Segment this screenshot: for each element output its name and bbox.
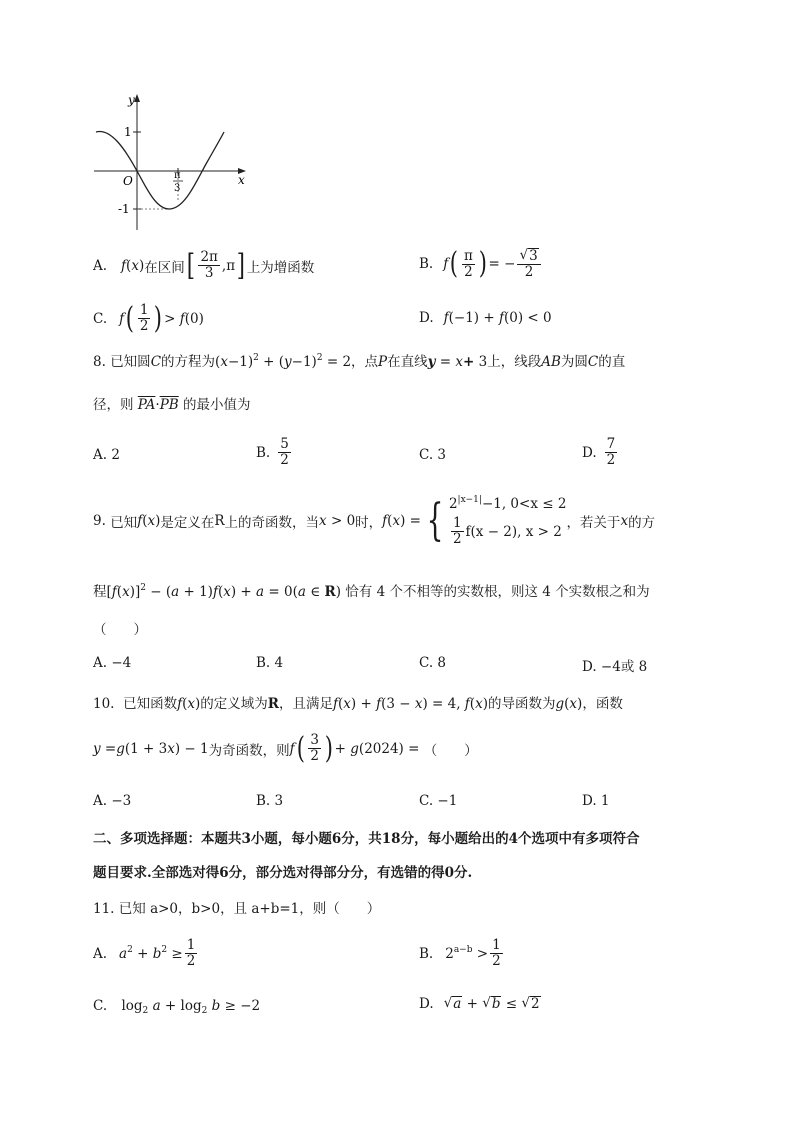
q9-option-c[interactable]: C. 8 bbox=[419, 655, 447, 671]
q7-option-a[interactable]: A. f ( x ) 在区间 [ $\frac{2\pi}{3}$ , π ] 上为增函数 bbox=[93, 247, 315, 283]
option-label: B. bbox=[419, 256, 434, 272]
q9-option-d[interactable]: D. −4或 8 bbox=[582, 659, 648, 675]
q11-stem: 11. 已知 a>0，b>0，且 a+b=1，则（ ） bbox=[93, 901, 381, 917]
q8-option-b[interactable]: B. $\frac{5}{2}$ bbox=[256, 436, 289, 468]
q8-stem-line1: 8. 已知圆C的方程为$(x-1)^2 + (y-1)^2 = 2$，点P在直线y = x+ 3上，线段AB为圆C的直 bbox=[93, 353, 626, 370]
option-label: D. bbox=[419, 310, 434, 326]
q8-option-d[interactable]: D. $\frac{7}{2}$ bbox=[582, 436, 616, 468]
q8-stem-line2: 径，则 $\overline{PA}\cdot\overline{PB}$ 的最小值为 bbox=[93, 397, 251, 413]
q10-stem-line2: y = g (1 + 3 x ) − 1 为奇函数，则 f ( $\frac{3}{2}$ ) + g (2024) = （ ） bbox=[93, 730, 478, 766]
q9-option-b[interactable]: B. 4 bbox=[256, 655, 284, 671]
y-axis-label: y bbox=[128, 93, 135, 107]
q9-stem-line1: 9. 已知 f ( x ) 是定义在 R 上的奇函数，当 x > 0 时， f ( x ) = { $2^{|x-1|}-1$, 0<x ≤ 2 $\frac{1}{2}$ f(x − 2), x > 2 ，若关于 x 的方 bbox=[93, 495, 656, 547]
q10-option-a[interactable]: A. −3 bbox=[93, 793, 132, 809]
q10-option-b[interactable]: B. 3 bbox=[256, 793, 284, 809]
q10-stem-line1: 10. 已知函数f(x)的定义域为R，且满足f(x) + f(3 − x) = 4, f(x)的导函数为g(x)，函数 bbox=[93, 696, 623, 712]
q8-option-a[interactable]: A. 2 bbox=[93, 447, 120, 463]
option-label: A. bbox=[93, 257, 108, 274]
q10-option-d[interactable]: D. 1 bbox=[582, 793, 610, 809]
option-label: C. bbox=[93, 310, 108, 327]
section2-header-line2: 题目要求.全部选对得6分，部分选对得部分分，有选错的得0分. bbox=[93, 865, 473, 881]
q7-option-d[interactable]: D. f (−1) + f (0) < 0 bbox=[419, 310, 552, 326]
q11-option-b[interactable]: B. $2^{a-b}$ > $\frac{1}{2}$ bbox=[419, 937, 501, 969]
tick-label-neg-one: -1 bbox=[118, 202, 130, 216]
q11-option-c[interactable]: C. $\log_2 a + \log_2 b \ge -2$ bbox=[93, 998, 261, 1016]
q10-option-c[interactable]: C. −1 bbox=[419, 793, 458, 809]
x-axis-label: x bbox=[238, 173, 245, 187]
y-axis-arrow-icon bbox=[134, 94, 140, 102]
q9-answer-paren: （ ） bbox=[93, 622, 147, 638]
q9-option-a[interactable]: A. −4 bbox=[93, 655, 132, 671]
sine-graph bbox=[88, 92, 254, 234]
q8-option-c[interactable]: C. 3 bbox=[419, 447, 447, 463]
q11-option-a[interactable]: A. $a^2 + b^2$ ≥ $\frac{1}{2}$ bbox=[93, 937, 196, 969]
tick-label-three: 3 bbox=[174, 183, 181, 194]
section2-header-line1: 二、多项选择题：本题共3小题，每小题6分，共18分，每小题给出的4个选项中有多项符合 bbox=[93, 831, 640, 847]
q9-stem-line2: 程$[f(x)]^2 - (a + 1)f(x) + a = 0(a$ ∈ R) 恰有 4 个不相等的实数根，则这 4 个实数根之和为 bbox=[93, 583, 650, 600]
q11-option-d[interactable]: D. √ a + √ b ≤ √ 2 bbox=[419, 995, 540, 1012]
sine-curve bbox=[96, 131, 224, 209]
q7-option-b[interactable]: B. f ( $\frac{\pi}{2}$ ) = − √ 3 2 bbox=[419, 248, 543, 280]
piecewise-definition: { $2^{|x-1|}-1$, 0<x ≤ 2 $\frac{1}{2}$ f(x − 2), x > 2 bbox=[426, 495, 567, 547]
origin-label: O bbox=[123, 174, 133, 188]
q7-option-c[interactable]: C. f ( $\frac{1}{2}$ ) > f (0) bbox=[93, 300, 204, 336]
tick-label-one: 1 bbox=[124, 125, 132, 139]
tick-label-pi: π bbox=[174, 170, 181, 181]
